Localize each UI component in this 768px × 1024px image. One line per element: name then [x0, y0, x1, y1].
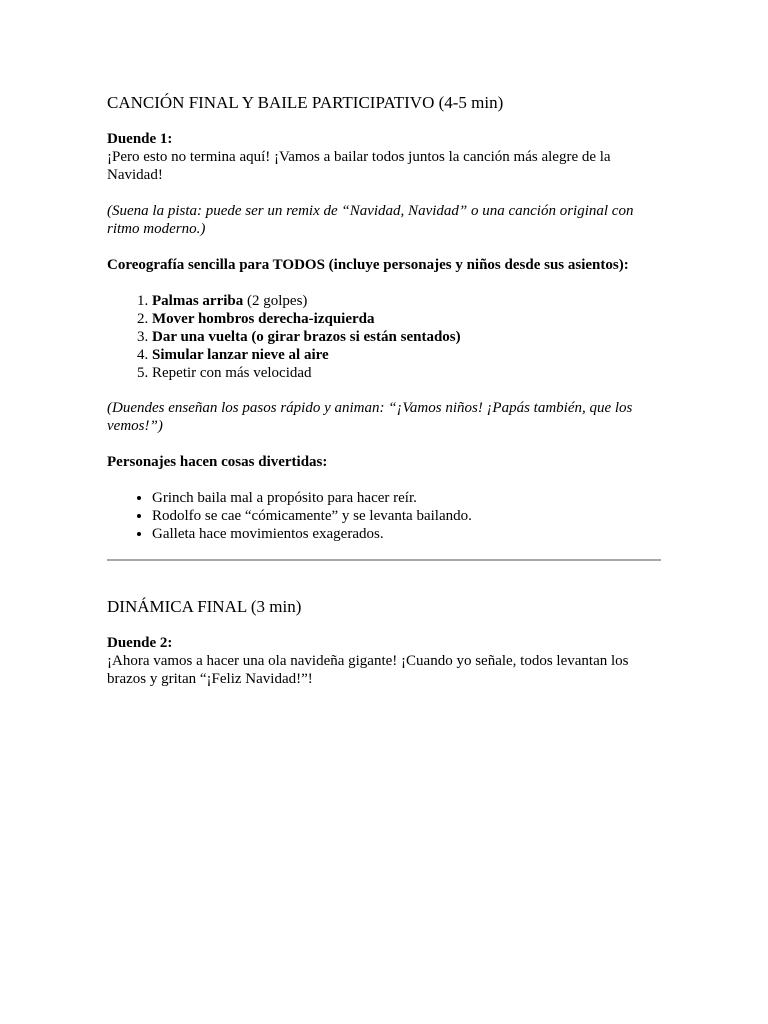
- section-title-2: DINÁMICA FINAL (3 min): [107, 597, 302, 616]
- characters-heading: Personajes hacen cosas divertidas:: [107, 454, 328, 470]
- step-bold: Mover hombros derecha-izquierda: [152, 311, 375, 327]
- speaker-label: Duende 1:: [107, 131, 173, 147]
- dialogue-line: ¡Pero esto no termina aquí! ¡Vamos a bailar todos juntos la canción más alegre de la Navidad!: [107, 149, 611, 183]
- horizontal-divider: [107, 559, 661, 561]
- list-item: • Galleta hace movimientos exagerados.: [152, 525, 672, 543]
- list-item: • Grinch baila mal a propósito para hacer reír.: [152, 489, 672, 507]
- list-item: [152, 364, 672, 382]
- stage-direction-2: (Duendes enseñan los pasos rápido y animan: “¡Vamos niños! ¡Papás también, que los vemos!”): [107, 400, 633, 434]
- step-bold: Palmas arriba: [152, 293, 244, 309]
- list-item: [152, 310, 672, 328]
- characters-list: [107, 489, 672, 543]
- step-rest: Repetir con más velocidad: [152, 365, 312, 381]
- step-bold: Dar una vuelta (o girar brazos si están sentados): [152, 329, 461, 345]
- step-bold: Simular lanzar nieve al aire: [152, 347, 329, 363]
- list-item: [152, 292, 672, 310]
- choreography-heading: Coreografía sencilla para TODOS (incluye personajes y niños desde sus asientos):: [107, 257, 629, 273]
- dialogue-line-2: ¡Ahora vamos a hacer una ola navideña gigante! ¡Cuando yo señale, todos levantan los brazos y gritan “¡Feliz Navidad!”!: [107, 653, 629, 687]
- choreography-steps: [107, 292, 672, 382]
- speaker-label-2: Duende 2:: [107, 635, 173, 651]
- list-item: [152, 346, 672, 364]
- stage-direction: (Suena la pista: puede ser un remix de “Navidad, Navidad” o una canción original con ritmo moderno.): [107, 203, 634, 237]
- step-rest: (2 golpes): [243, 293, 308, 309]
- list-item: • Rodolfo se cae “cómicamente” y se levanta bailando.: [152, 507, 672, 525]
- list-item: [152, 328, 672, 346]
- section-title: CANCIÓN FINAL Y BAILE PARTICIPATIVO (4-5 min): [107, 93, 504, 112]
